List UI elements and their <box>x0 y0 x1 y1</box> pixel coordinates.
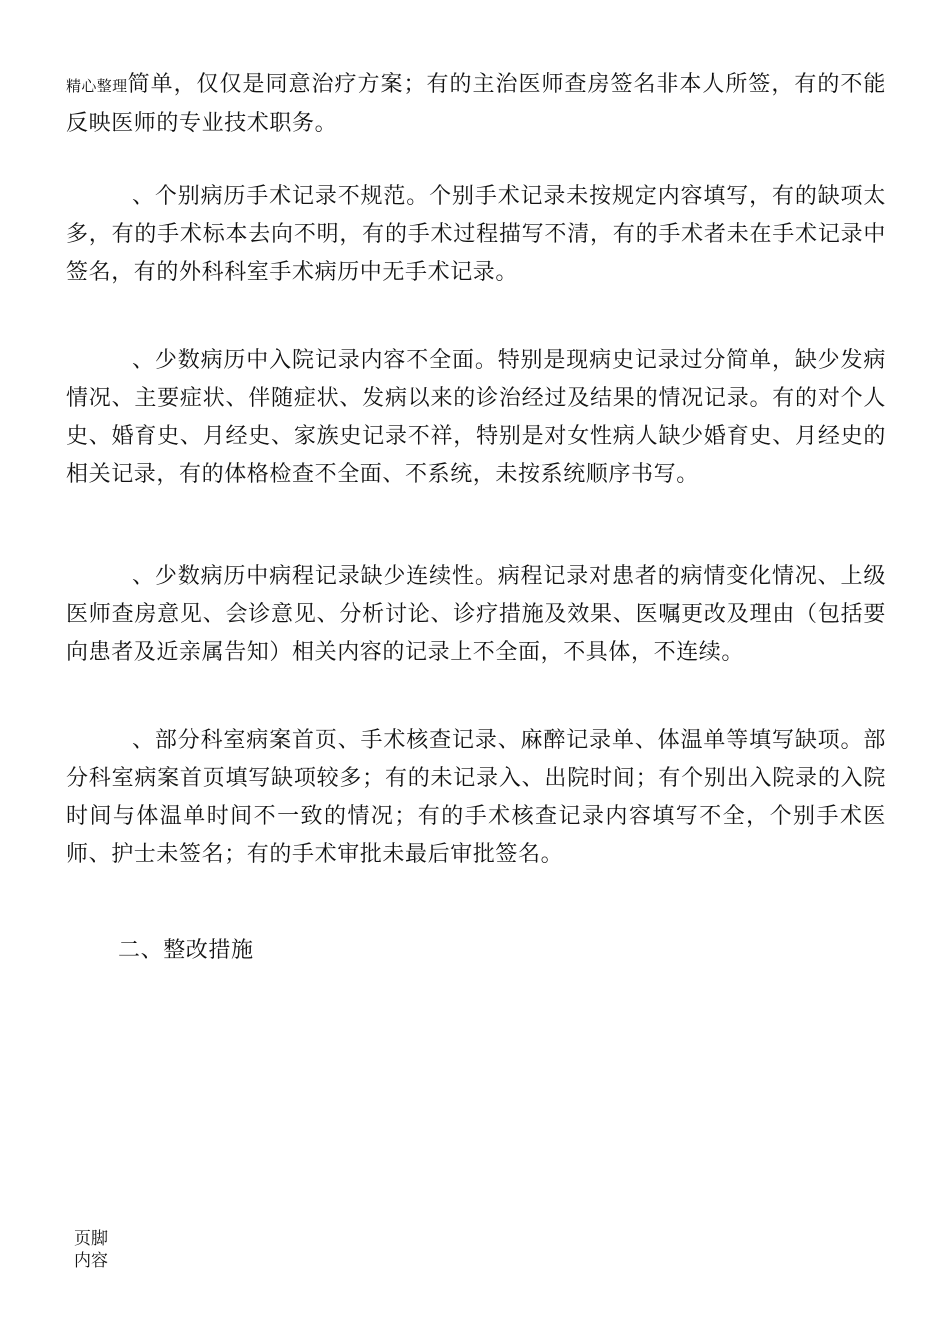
paragraph-text: 简单，仅仅是同意治疗方案；有的主治医师查房签名非本人所签，有的不能反映医师的专业技术职务。 <box>66 72 886 136</box>
paragraph-record-forms: 、部分科室病案首页、手术核查记录、麻醉记录单、体温单等填写缺项。部分科室病案首页填写缺项较多；有的未记录入、出院时间；有个别出入院录的入院时间与体温单时间不一致的情况；有的手术核查记录内容填写不全，个别手术医师、护士未签名；有的手术审批未最后审批签名。 <box>66 728 886 867</box>
paragraph-admission-records: 、少数病历中入院记录内容不全面。特别是现病史记录过分简单，缺少发病情况、主要症状、伴随症状、发病以来的诊治经过及结果的情况记录。有的对个人史、婚育史、月经史、家族史记录不祥，特别是对女性病人缺少婚育史、月经史的相关记录，有的体格检查不全面、不系统，未按系统顺序书写。 <box>66 348 886 487</box>
page-footer: 页脚内容 <box>74 1229 108 1271</box>
header-prefix: 精心整理 <box>66 77 128 95</box>
paragraph-progress-records: 、少数病历中病程记录缺少连续性。病程记录对患者的病情变化情况、上级医师查房意见、会诊意见、分析讨论、诊疗措施及效果、医嘱更改及理由（包括要向患者及近亲属告知）相关内容的记录上不全面，不具体，不连续。 <box>66 564 886 665</box>
section-heading: 二、整改措施 <box>118 938 254 963</box>
paragraph-surgery-records: 、个别病历手术记录不规范。个别手术记录未按规定内容填写，有的缺项太多，有的手术标本去向不明，有的手术过程描写不清，有的手术者未在手术记录中签名，有的外科科室手术病历中无手术记录。 <box>66 184 886 285</box>
paragraph-continuation <box>66 66 886 143</box>
